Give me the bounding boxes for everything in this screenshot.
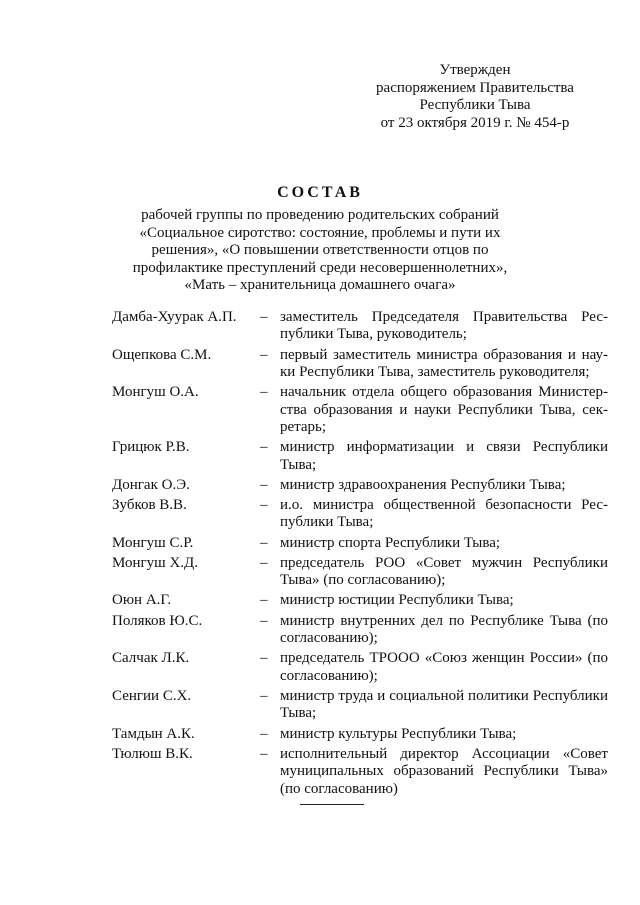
member-name: Ощепкова С.М. bbox=[112, 346, 212, 363]
member-role: первый заместитель министра образования и науки Республики Тыва, заместитель руководителя; bbox=[280, 346, 608, 381]
member-name: Монгуш Х.Д. bbox=[112, 554, 199, 571]
member-row bbox=[112, 746, 608, 798]
member-dash: – bbox=[260, 592, 268, 609]
member-dash: – bbox=[260, 725, 268, 742]
member-name: Тамдын А.К. bbox=[112, 725, 195, 742]
member-dash: – bbox=[260, 687, 268, 704]
approval-line: Утвержден bbox=[439, 62, 511, 78]
member-dash: – bbox=[260, 745, 268, 762]
member-row bbox=[112, 688, 608, 723]
subtitle-line: рабочей группы по проведению родительских собраний bbox=[141, 207, 499, 223]
member-row bbox=[112, 592, 608, 609]
member-row bbox=[112, 477, 608, 494]
approval-stamp bbox=[370, 62, 580, 132]
member-role: начальник отдела общего образования Министерства образования и науки Республики Тыва, секретарь; bbox=[280, 384, 608, 436]
subtitle-line: профилактике преступлений среди несовершеннолетних», bbox=[132, 259, 508, 276]
member-dash: – bbox=[260, 650, 268, 667]
member-role: министр спорта Республики Тыва; bbox=[280, 534, 501, 551]
member-row bbox=[112, 613, 608, 648]
member-dash: – bbox=[260, 476, 268, 493]
member-name: Тюлюш В.К. bbox=[112, 745, 193, 762]
member-name: Грицюк Р.В. bbox=[112, 439, 190, 456]
member-role: министр здравоохранения Республики Тыва; bbox=[280, 476, 566, 493]
member-row bbox=[112, 384, 608, 436]
member-row bbox=[112, 650, 608, 685]
member-dash: – bbox=[260, 439, 268, 456]
member-name: Монгуш С.Р. bbox=[112, 534, 194, 551]
approval-line: Республики Тыва bbox=[419, 97, 531, 113]
member-name: Оюн А.Г. bbox=[112, 592, 172, 609]
member-role: и.о. министра общественной безопасности Республики Тыва; bbox=[280, 497, 608, 531]
member-name: Дамба-Хуурак А.П. bbox=[112, 309, 237, 325]
member-list bbox=[112, 309, 608, 801]
member-name: Поляков Ю.С. bbox=[112, 612, 203, 629]
member-role: исполнительный директор Ассоциации «Совет муниципальных образований Республики Тыва» (по согласованию) bbox=[280, 745, 608, 797]
member-row bbox=[112, 726, 608, 743]
member-role: председатель ТРООО «Союз женщин России» (по согласованию); bbox=[280, 650, 608, 684]
member-role: министр труда и социальной политики Республики Тыва; bbox=[280, 687, 608, 722]
member-name: Зубков В.В. bbox=[112, 497, 187, 514]
member-name: Донгак О.Э. bbox=[112, 476, 190, 493]
member-dash: – bbox=[260, 554, 268, 571]
document-subtitle bbox=[120, 207, 520, 295]
approval-line: распоряжением Правительства bbox=[376, 79, 574, 96]
member-role: министр внутренних дел по Республике Тыва (по согласованию); bbox=[280, 612, 608, 647]
member-role: министр юстиции Республики Тыва; bbox=[280, 592, 514, 609]
member-dash: – bbox=[260, 346, 268, 363]
member-dash: – bbox=[260, 497, 268, 514]
member-dash: – bbox=[260, 309, 268, 325]
member-row bbox=[112, 347, 608, 382]
document-title: СОСТАВ bbox=[277, 184, 363, 201]
end-divider bbox=[300, 804, 364, 805]
member-role: министр информатизации и связи Республики Тыва; bbox=[280, 439, 608, 473]
subtitle-line: решения», «О повышении ответственности отцов по bbox=[151, 242, 489, 259]
member-name: Монгуш О.А. bbox=[112, 384, 199, 401]
member-role: заместитель Председателя Правительства Республики Тыва, руководитель; bbox=[280, 309, 608, 343]
member-role: председатель РОО «Совет мужчин Республики Тыва» (по согласованию); bbox=[280, 554, 608, 589]
document-heading bbox=[120, 183, 520, 295]
member-name: Салчак Л.К. bbox=[112, 650, 190, 667]
member-name: Сенгии С.Х. bbox=[112, 687, 192, 704]
member-row bbox=[112, 309, 608, 344]
member-dash: – bbox=[260, 384, 268, 401]
subtitle-line: «Социальное сиротство: состояние, проблемы и пути их bbox=[139, 224, 501, 241]
member-row bbox=[112, 555, 608, 590]
member-role: министр культуры Республики Тыва; bbox=[280, 725, 517, 742]
member-row bbox=[112, 439, 608, 474]
member-row bbox=[112, 497, 608, 532]
member-dash: – bbox=[260, 612, 268, 629]
member-row bbox=[112, 535, 608, 552]
member-dash: – bbox=[260, 534, 268, 551]
subtitle-line: «Мать – хранительница домашнего очага» bbox=[184, 277, 456, 294]
approval-line: от 23 октября 2019 г. № 454-р bbox=[380, 114, 570, 131]
